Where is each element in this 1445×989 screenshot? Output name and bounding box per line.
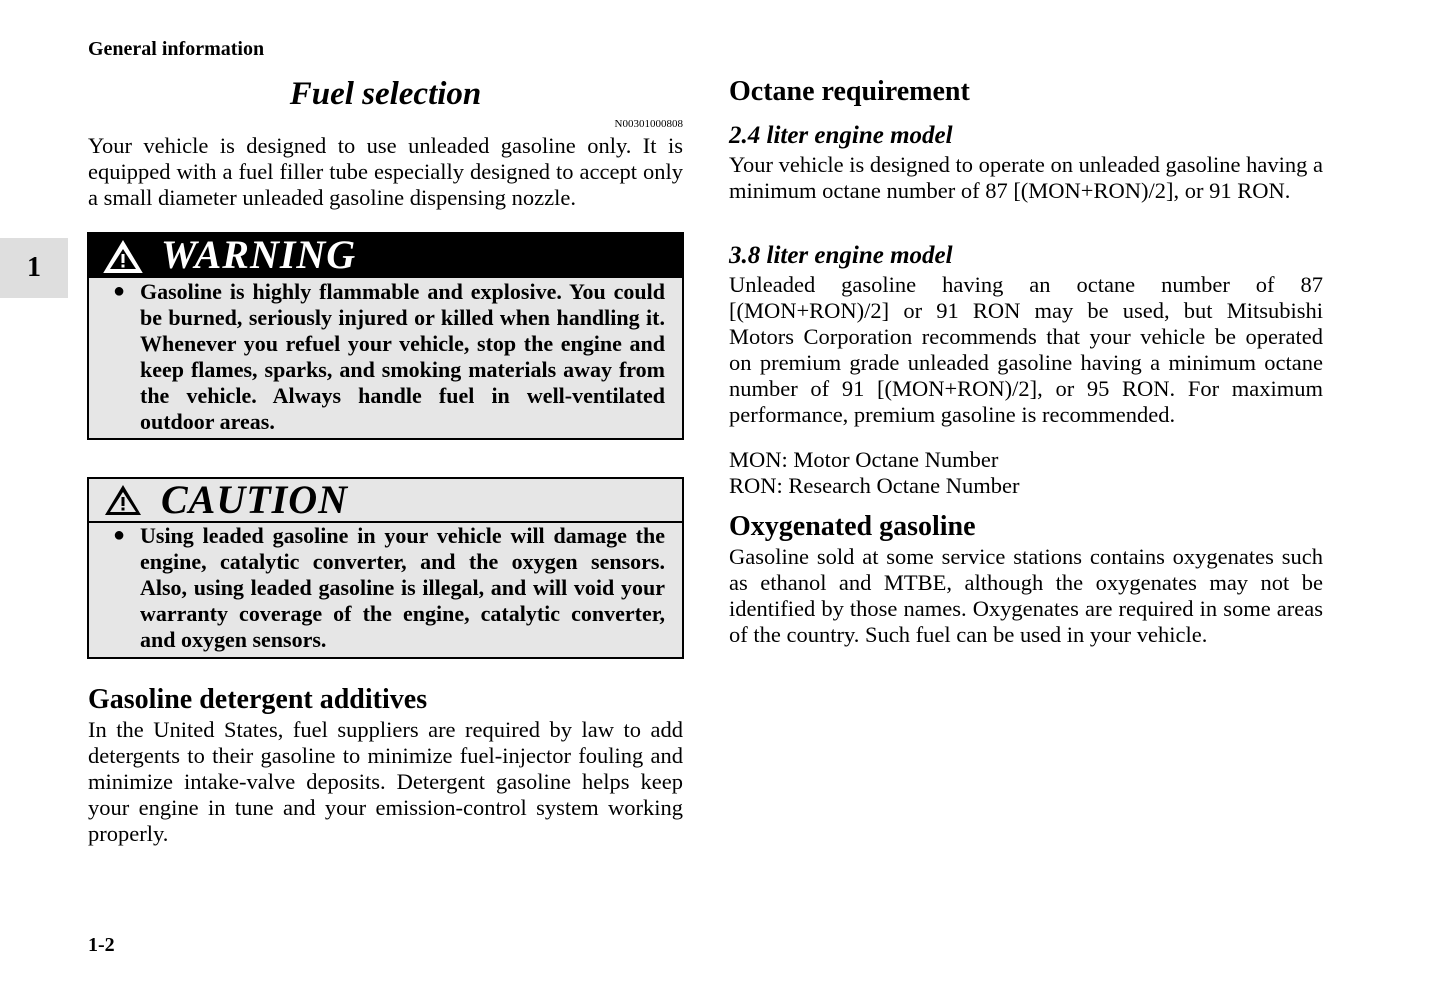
detergent-heading: Gasoline detergent additives (88, 684, 428, 715)
octane-heading: Octane requirement (729, 76, 970, 107)
bullet-icon: ● (113, 524, 126, 546)
chapter-tab: 1 (0, 238, 68, 298)
engine-38-heading: 3.8 liter engine model (729, 242, 953, 269)
section-header: General information (88, 38, 265, 60)
warning-text: Gasoline is highly flammable and explosive. You could be burned, seriously injured or killed when handling it. Whenever you refuel your vehicle, stop the engine and keep flames, sparks, and smoking materials away from the vehicle. Always handle fuel in well-ventilated outdoor areas. (140, 279, 665, 434)
caution-box (87, 477, 684, 659)
caution-triangle-icon (103, 483, 143, 517)
page-number: 1-2 (88, 934, 115, 956)
engine-24-paragraph: Your vehicle is designed to operate on unleaded gasoline having a minimum octane number of 87 [(MON+RON)/2], or 91 RON. (729, 152, 1323, 203)
caution-header (89, 479, 682, 523)
oxygenated-paragraph: Gasoline sold at some service stations contains oxygenates such as ethanol and MTBE, although the oxygenates may not be identified by those names. Oxygenates are required in some areas of the country. Such fuel can be used in your vehicle. (729, 544, 1323, 647)
ron-definition: RON: Research Octane Number (729, 473, 1020, 498)
warning-heading: WARNING (161, 232, 357, 277)
warning-triangle-icon (103, 240, 143, 274)
reference-code: N00301000808 (614, 118, 683, 130)
caution-text: Using leaded gasoline in your vehicle will damage the engine, catalytic converter, and the oxygen sensors. Also, using leaded gasoline is illegal, and will void your warranty coverage of the engine, catalytic converter, and oxygen sensors. (140, 523, 665, 652)
engine-24-heading: 2.4 liter engine model (729, 122, 953, 149)
engine-38-paragraph: Unleaded gasoline having an octane number of 87 [(MON+RON)/2] or 91 RON may be used, but Mitsubishi Motors Corporation recommends that your vehicle be operated on premium grade unleaded gasoline having a minimum octane number of 91 [(MON+RON)/2], or 95 RON. For maximum performance, premium gasoline is recommended. (729, 272, 1323, 427)
warning-box (87, 232, 684, 440)
page-title: Fuel selection (289, 76, 482, 112)
intro-paragraph: Your vehicle is designed to use unleaded gasoline only. It is equipped with a fuel filler tube especially designed to accept only a small diameter unleaded gasoline dispensing nozzle. (88, 133, 683, 210)
warning-header (89, 234, 682, 278)
mon-definition: MON: Motor Octane Number (729, 447, 999, 472)
detergent-paragraph: In the United States, fuel suppliers are required by law to add detergents to their gasoline to minimize fuel-injector fouling and minimize intake-valve deposits. Detergent gasoline helps keep your engine in tune and your emission-control system working properly. (88, 717, 683, 846)
bullet-icon: ● (113, 280, 126, 302)
caution-heading: CAUTION (161, 477, 349, 522)
oxygenated-heading: Oxygenated gasoline (729, 511, 976, 542)
